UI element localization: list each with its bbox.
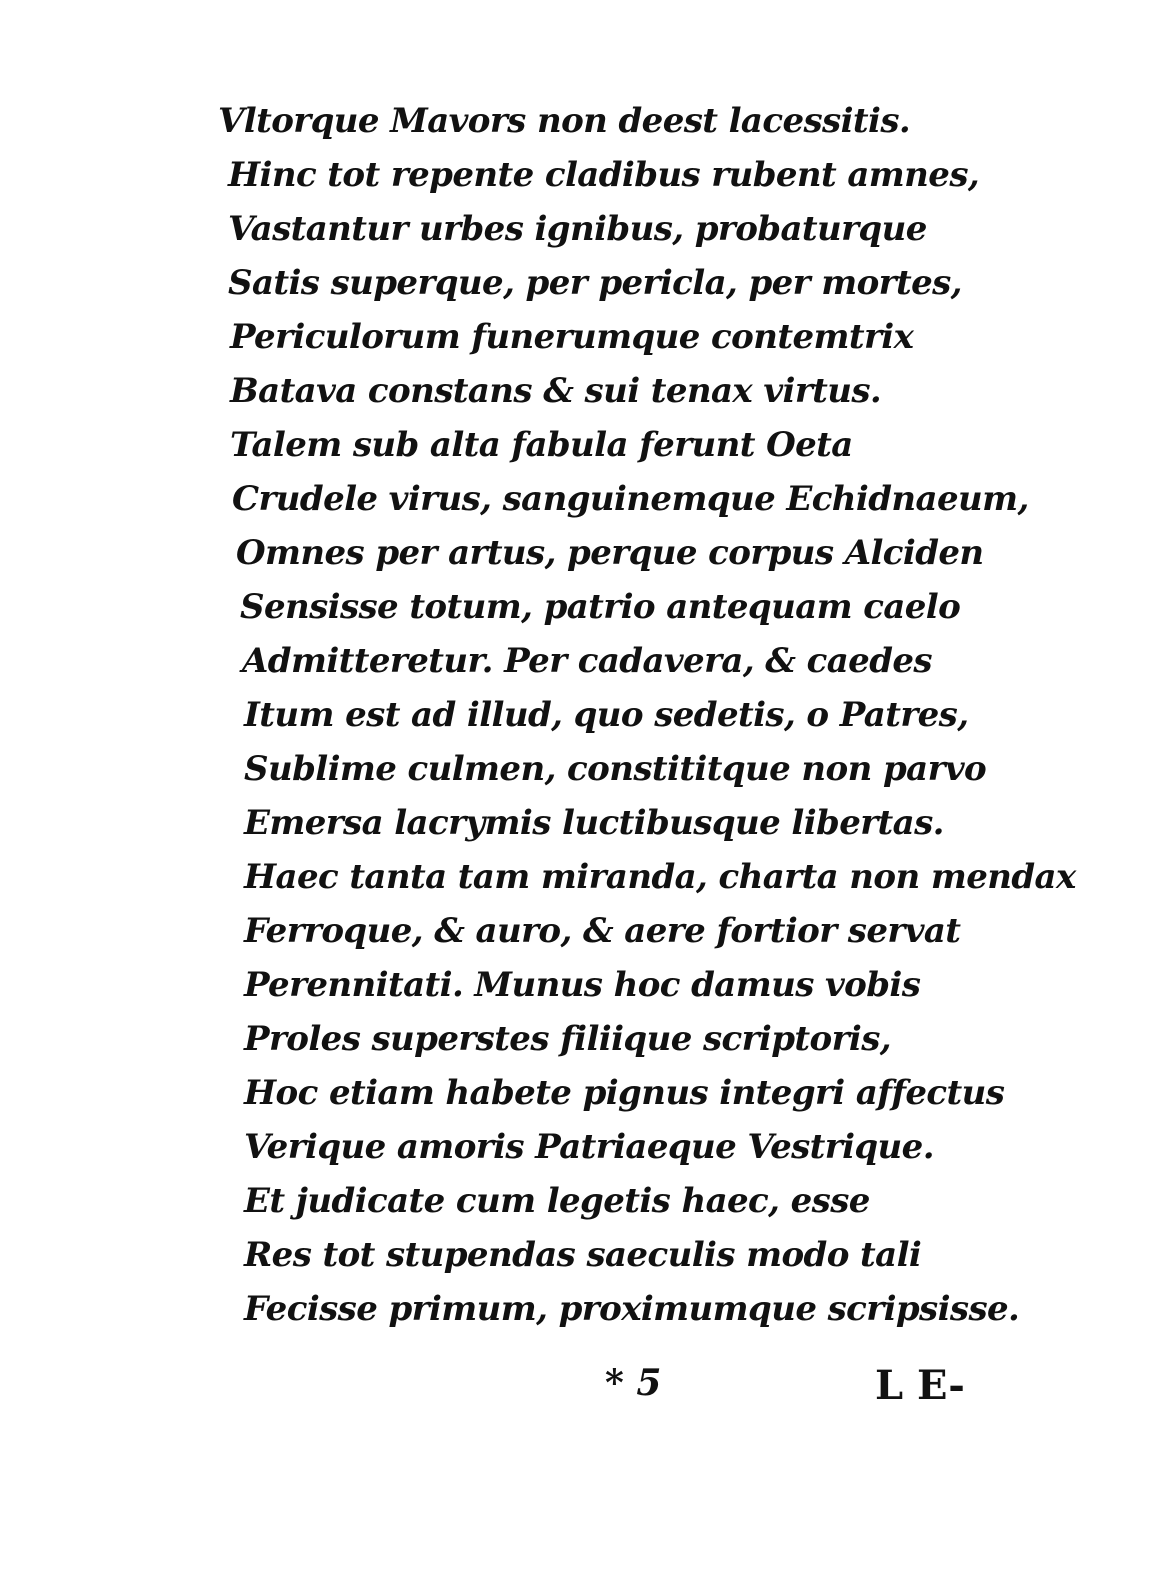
verse-line: Sensisse totum, patrio antequam caelo (240, 587, 961, 627)
verse-line: Fecisse primum, proximumque scripsisse. (244, 1289, 1020, 1329)
verse-line: Omnes per artus, perque corpus Alciden (236, 533, 984, 573)
catchword: L E- (875, 1362, 965, 1409)
verse-line: Hoc etiam habete pignus integri affectus (244, 1073, 1005, 1113)
verse-line: Periculorum funerumque contemtrix (230, 317, 914, 357)
verse-line: Verique amoris Patriaeque Vestrique. (244, 1127, 934, 1167)
verse-line: Et judicate cum legetis haec, esse (244, 1181, 870, 1221)
verse-line: Emersa lacrymis luctibusque libertas. (244, 803, 944, 843)
verse-line: Proles superstes filiique scriptoris, (244, 1019, 892, 1059)
verse-line: Ferroque, & auro, & aere fortior servat (244, 911, 961, 951)
verse-line: Crudele virus, sanguinemque Echidnaeum, (232, 479, 1029, 519)
verse-line: Batava constans & sui tenax virtus. (230, 371, 882, 411)
verse-line: Perennitati. Munus hoc damus vobis (244, 965, 921, 1005)
verse-line: Itum est ad illud, quo sedetis, o Patres, (244, 695, 969, 735)
verse-line: Satis superque, per pericla, per mortes, (228, 263, 962, 303)
verse-line: Sublime culmen, constititque non parvo (244, 749, 987, 789)
verse-line: Haec tanta tam miranda, charta non mendax (244, 857, 1076, 897)
verse-line: Talem sub alta fabula ferunt Oeta (230, 425, 853, 465)
signature-mark: * 5 (605, 1362, 662, 1404)
verse-line: Vastantur urbes ignibus, probaturque (228, 209, 927, 249)
verse-line: Res tot stupendas saeculis modo tali (244, 1235, 922, 1275)
verse-line: Admitteretur. Per cadavera, & caedes (242, 641, 932, 681)
verse-line: Vltorque Mavors non deest lacessitis. (218, 101, 911, 141)
verse-line: Hinc tot repente cladibus rubent amnes, (228, 155, 980, 195)
